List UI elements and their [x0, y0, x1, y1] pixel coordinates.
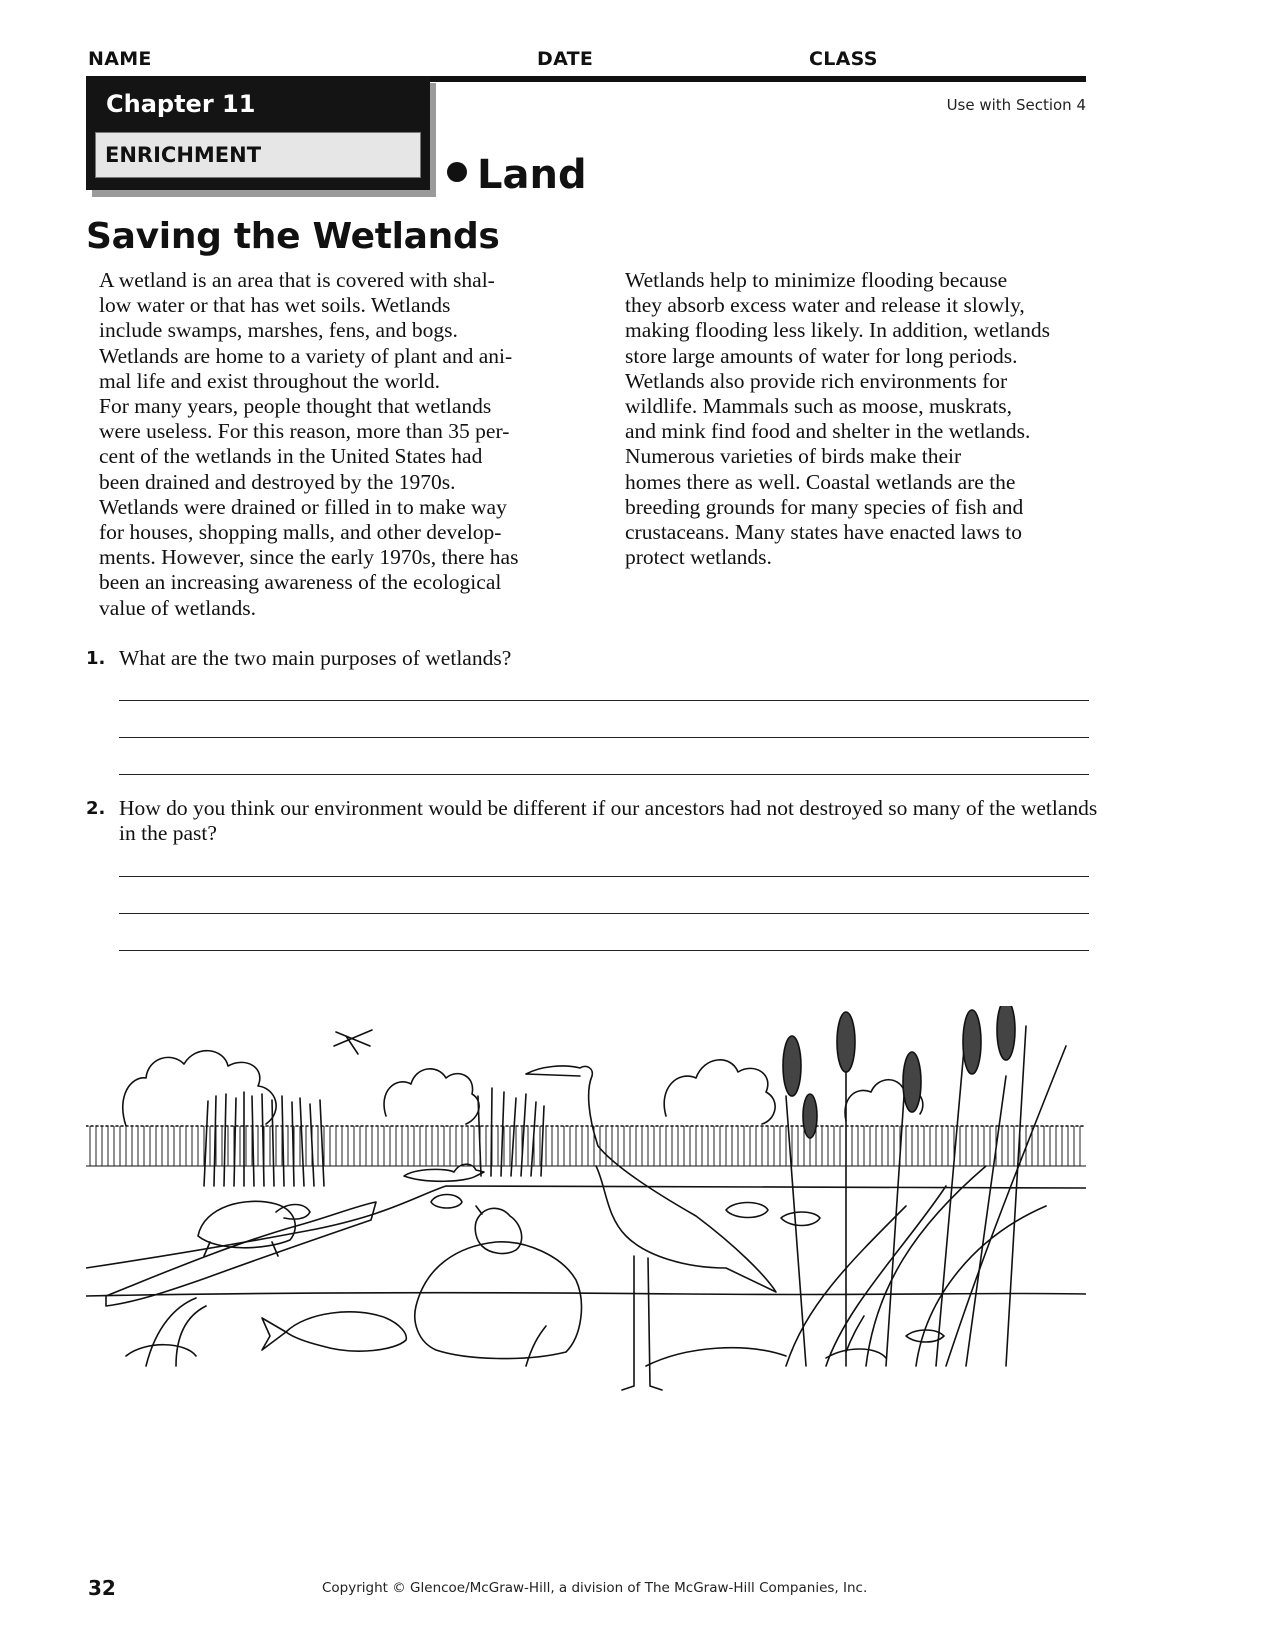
question-text: What are the two main purposes of wetlands? — [119, 646, 512, 670]
heron — [526, 1066, 776, 1390]
page-number: 32 — [88, 1576, 116, 1600]
paragraph: A wetland is an area that is covered with shal- low water or that has wet soils. Wetlands include swamps, marshes, fens, and bogs. Wetlands are home to a variety of plant and ani- mal life and exist throughout the world. — [99, 268, 513, 393]
log — [106, 1202, 376, 1306]
right-column — [612, 268, 1096, 570]
cattail-head — [997, 1006, 1015, 1060]
answer-line[interactable] — [119, 950, 1089, 951]
answer-line[interactable] — [119, 774, 1089, 775]
cattail-head — [963, 1010, 981, 1074]
water-plant — [146, 1298, 864, 1366]
fish — [262, 1312, 406, 1351]
shoreline — [86, 1186, 1086, 1268]
paragraph: For many years, people thought that wetlands were useless. For this reason, more than 35 per- cent of the wetlands in the United States had been drained and destroyed by the 1970s. Wetlands were drained or filled in to make way for houses, shopping malls, and other develop- ments. However, since the early 1970s, there has been an increasing awareness of the ecological value of wetlands. — [99, 394, 519, 620]
chapter-title: Chapter 11 — [106, 90, 256, 118]
cattail-head — [803, 1094, 817, 1138]
cattail-head — [783, 1036, 801, 1096]
enrichment-label: ENRICHMENT — [105, 143, 262, 167]
chapter-box — [86, 76, 430, 190]
cattail-head — [837, 1012, 855, 1072]
water-line — [86, 1293, 1086, 1296]
paragraph: Wetlands help to minimize flooding because they absorb excess water and release it slowly, making flooding less likely. In addition, wetlands store large amounts of water for long periods. — [625, 268, 1050, 368]
left-column — [86, 268, 570, 621]
date-label: DATE — [537, 48, 594, 70]
answer-line[interactable] — [119, 876, 1089, 877]
question-number: 2. — [86, 798, 106, 819]
question-text: How do you think our environment would be different if our ancestors had not destroyed so many of the wetlands in the past? — [119, 796, 1098, 845]
cattail-leaves — [786, 1046, 1066, 1366]
bottom-rock — [126, 1345, 886, 1366]
copyright: Copyright © Glencoe/McGraw-Hill, a division of The McGraw-Hill Companies, Inc. — [322, 1580, 868, 1596]
frog — [475, 1206, 521, 1253]
enrichment-box — [95, 132, 421, 178]
answer-line[interactable] — [119, 913, 1089, 914]
paragraph: Wetlands also provide rich environments for wildlife. Mammals such as moose, muskrats, and mink find food and shelter in the wetlands. Numerous varieties of birds make their homes there as well. Coastal wetlands are the breeding grounds for many species of fish and crustaceans. Many states have enacted laws to protect wetlands. — [625, 368, 1031, 570]
duck — [404, 1164, 484, 1181]
class-label: CLASS — [809, 48, 878, 70]
dragonfly — [334, 1030, 372, 1054]
rock — [415, 1242, 582, 1359]
wetland-illustration — [86, 1006, 1086, 1436]
unit-name: Land — [477, 152, 587, 198]
bullet-icon — [447, 162, 467, 182]
name-label: NAME — [88, 48, 152, 70]
question-number: 1. — [86, 648, 106, 669]
lily-pad — [431, 1195, 820, 1226]
page-title: Saving the Wetlands — [86, 216, 500, 257]
answer-line[interactable] — [119, 737, 1089, 738]
cattail-head — [903, 1052, 921, 1112]
use-with-section: Use with Section 4 — [946, 96, 1086, 114]
answer-line[interactable] — [119, 700, 1089, 701]
